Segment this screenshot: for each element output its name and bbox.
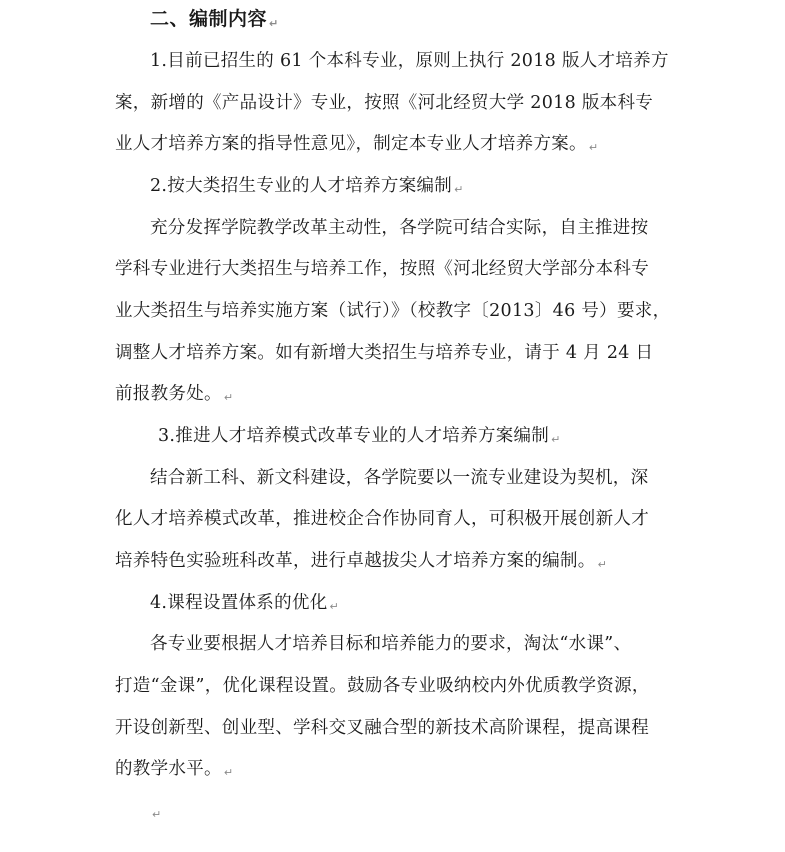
item-2-title: 2.按大类招生专业的人才培养方案编制 ↵: [150, 175, 464, 201]
paragraph-mark-icon: [152, 808, 162, 821]
paragraph-mark-icon: [224, 391, 234, 404]
item-1-line-1: 1.目前已招生的 61 个本科专业，原则上执行 2018 版人才培养方: [150, 51, 669, 71]
item-4-line-2: 打造“金课”，优化课程设置。鼓励各专业吸纳校内外优质教学资源，: [115, 676, 650, 696]
item-4-line-4: 的教学水平。 ↵: [115, 758, 233, 784]
item-1-line-2: 案，新增的《产品设计》专业，按照《河北经贸大学 2018 版本科专: [115, 93, 654, 113]
item-2-line-3: 业大类招生与培养实施方案（试行）》（校教字〔2013〕46 号）要求，: [115, 301, 671, 321]
item-4-line-3: 开设创新型、创业型、学科交叉融合型的新技术高阶课程，提高课程: [115, 718, 649, 738]
item-2-line-2: 学科专业进行大类招生与培养工作，按照《河北经贸大学部分本科专: [115, 259, 649, 279]
empty-paragraph: [150, 800, 162, 826]
paragraph-mark-icon: [598, 558, 608, 571]
item-3-line-2: 化人才培养模式改革，推进校企合作协同育人，可积极开展创新人才: [115, 509, 649, 529]
paragraph-mark-icon: [330, 600, 340, 613]
item-4-line-1: 各专业要根据人才培养目标和培养能力的要求，淘汰“水课”、: [150, 634, 632, 654]
item-3-line-3: 培养特色实验班科改革，进行卓越拔尖人才培养方案的编制。 ↵: [115, 550, 607, 576]
paragraph-mark-icon: [454, 183, 464, 196]
item-4-title: 4.课程设置体系的优化 ↵: [150, 592, 339, 618]
item-3-line-1: 结合新工科、新文科建设，各学院要以一流专业建设为契机，深: [150, 468, 649, 488]
item-3-title: 3.推进人才培养模式改革专业的人才培养方案编制 ↵: [158, 425, 561, 451]
paragraph-mark-icon: [589, 141, 599, 154]
paragraph-mark-icon: [551, 433, 561, 446]
item-2-line-1: 充分发挥学院教学改革主动性，各学院可结合实际，自主推进按: [150, 218, 649, 238]
section-heading: 二、编制内容 ↵: [150, 8, 279, 35]
item-2-line-5: 前报教务处。 ↵: [115, 383, 233, 409]
item-1-line-3: 业人才培养方案的指导性意见》，制定本专业人才培养方案。 ↵: [115, 133, 598, 159]
item-2-line-4: 调整人才培养方案。如有新增大类招生与培养专业，请于 4 月 24 日: [115, 343, 654, 363]
paragraph-mark-icon: [269, 17, 279, 30]
paragraph-mark-icon: [224, 766, 234, 779]
